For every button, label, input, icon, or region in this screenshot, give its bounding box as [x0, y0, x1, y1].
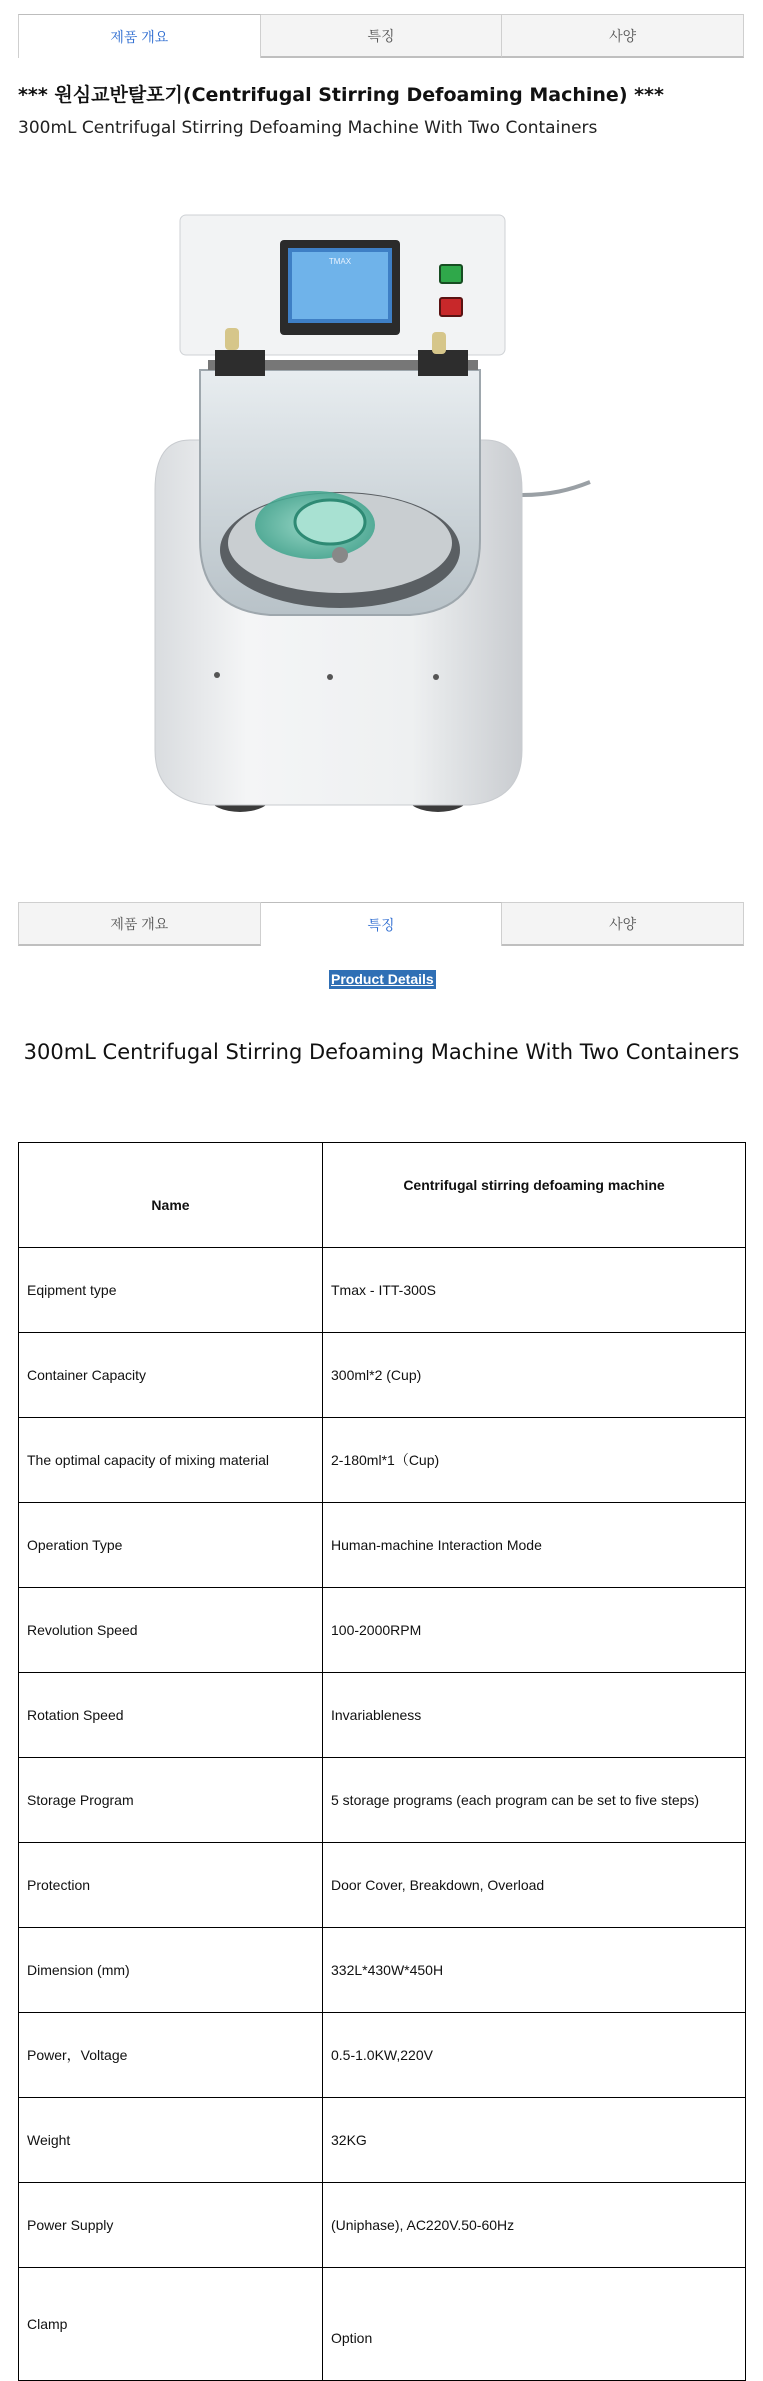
spec-value: Tmax - ITT-300S: [323, 1248, 746, 1333]
spec-name: Protection: [19, 1843, 323, 1928]
product-title: *** 원심교반탈포기(Centrifugal Stirring Defoaming Machine) ***: [18, 84, 664, 106]
spec-name: Dimension (mm): [19, 1928, 323, 2013]
table-row: [19, 1843, 746, 1928]
details-heading: 300mL Centrifugal Stirring Defoaming Machine With Two Containers: [23, 1040, 740, 1064]
table-row: [19, 2268, 746, 2381]
table-row: [19, 1248, 746, 1333]
tab-bar-top: [18, 14, 744, 58]
table-row: [19, 1673, 746, 1758]
spec-value: 32KG: [323, 2098, 746, 2183]
spec-name: Rotation Speed: [19, 1673, 323, 1758]
tab-specifications-2[interactable]: 사양: [502, 902, 744, 946]
spec-value: 100-2000RPM: [323, 1588, 746, 1673]
spec-value: 0.5-1.0KW,220V: [323, 2013, 746, 2098]
spec-name: Container Capacity: [19, 1333, 323, 1418]
spec-name: Power，Voltage: [19, 2013, 323, 2098]
table-row: [19, 2098, 746, 2183]
table-row: [19, 1503, 746, 1588]
spec-name: Storage Program: [19, 1758, 323, 1843]
spec-name: Power Supply: [19, 2183, 323, 2268]
tab-features-2[interactable]: 특징: [261, 902, 503, 946]
spec-value: Invariableness: [323, 1673, 746, 1758]
table-row: [19, 1758, 746, 1843]
product-details-label: Product Details: [331, 971, 434, 987]
table-row: [19, 1928, 746, 2013]
spec-name: Weight: [19, 2098, 323, 2183]
table-row: [19, 1418, 746, 1503]
spec-value: (Uniphase), AC220V.50-60Hz: [323, 2183, 746, 2268]
table-header-row: [19, 1143, 746, 1248]
table-header-name: Name: [19, 1143, 323, 1248]
tab-product-overview[interactable]: 제품 개요: [18, 14, 261, 58]
spec-value: 5 storage programs (each program can be set to five steps): [323, 1758, 746, 1843]
screen-label: TMAX: [328, 257, 352, 266]
table-row: [19, 2183, 746, 2268]
spec-value: 300ml*2 (Cup): [323, 1333, 746, 1418]
spec-name: Clamp: [19, 2268, 323, 2381]
stop-button-red: [440, 298, 462, 316]
spec-name: Operation Type: [19, 1503, 323, 1588]
table-header-value: Centrifugal stirring defoaming machine: [323, 1143, 746, 1248]
tab-features[interactable]: 특징: [261, 14, 503, 58]
tab-product-overview-2[interactable]: 제품 개요: [18, 902, 261, 946]
spec-table: [18, 1142, 746, 2381]
power-button-green: [440, 265, 462, 283]
spec-name: Revolution Speed: [19, 1588, 323, 1673]
tab-bar-second: [18, 902, 744, 946]
table-row: [19, 1588, 746, 1673]
table-row: [19, 2013, 746, 2098]
spec-name: The optimal capacity of mixing material: [19, 1418, 323, 1503]
table-row: [19, 1333, 746, 1418]
product-image: [150, 210, 625, 825]
spec-value: Door Cover, Breakdown, Overload: [323, 1843, 746, 1928]
spec-value: 332L*430W*450H: [323, 1928, 746, 2013]
spec-name: Eqipment type: [19, 1248, 323, 1333]
product-subtitle: 300mL Centrifugal Stirring Defoaming Machine With Two Containers: [18, 118, 598, 138]
spec-value: 2-180ml*1（Cup): [323, 1418, 746, 1503]
tab-specifications[interactable]: 사양: [502, 14, 744, 58]
spec-value: Human-machine Interaction Mode: [323, 1503, 746, 1588]
spec-value: Option: [323, 2268, 746, 2381]
